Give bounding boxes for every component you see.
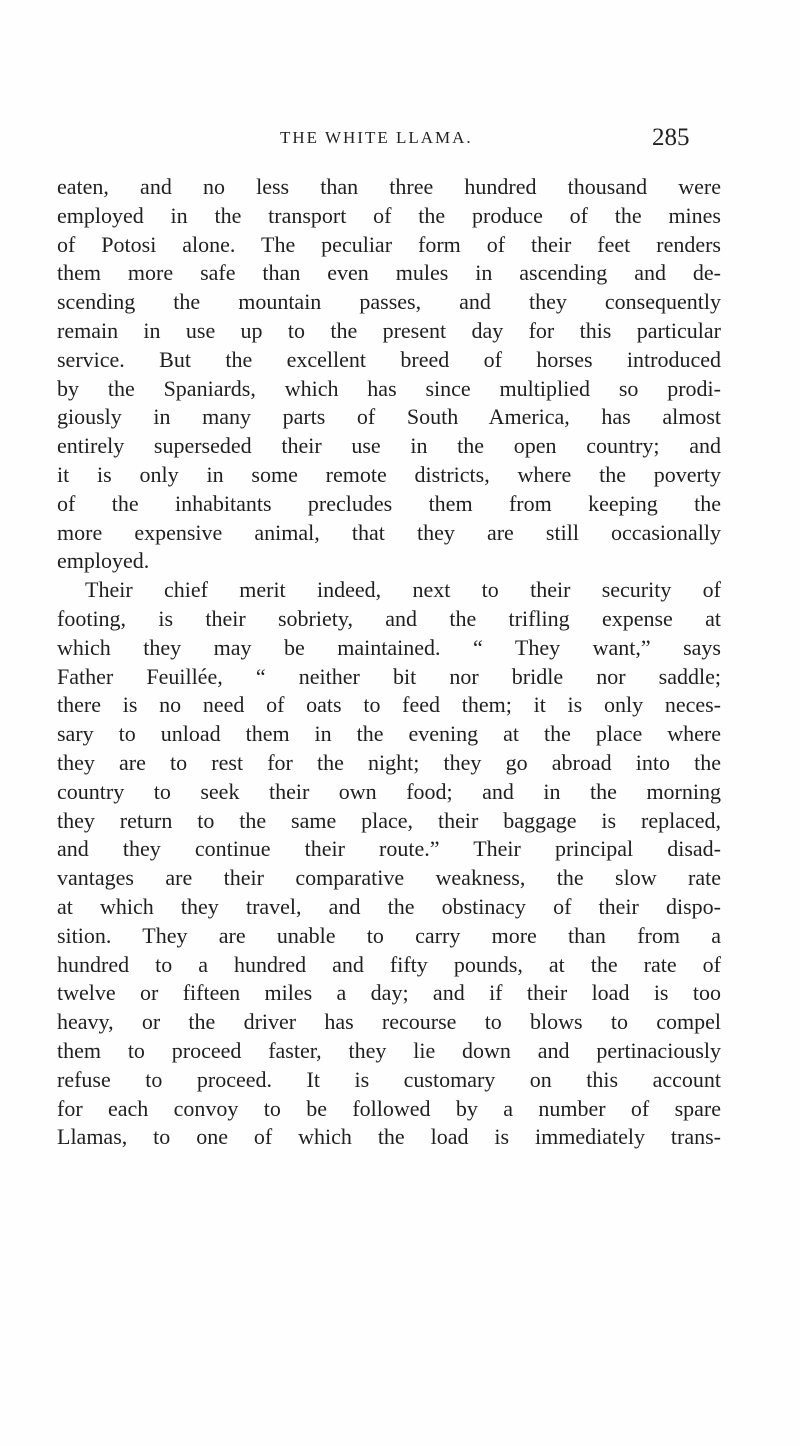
text-line: twelve or fifteen miles a day; and if their load is too bbox=[57, 980, 721, 1006]
text-line: service. But the excellent breed of horses introduced bbox=[57, 346, 721, 372]
text-line: at which they travel, and the obstinacy of their dispo- bbox=[57, 893, 721, 919]
text-line: giously in many parts of South America, has almost bbox=[57, 404, 721, 430]
text-line: refuse to proceed. It is customary on this account bbox=[57, 1066, 721, 1092]
paragraph-start-line: Their chief merit indeed, next to their security of bbox=[85, 577, 721, 603]
text-line: sary to unload them in the evening at the place where bbox=[57, 721, 721, 747]
text-line: and they continue their route.” Their principal disad- bbox=[57, 836, 721, 862]
paragraph-end-line: employed. bbox=[57, 548, 150, 574]
text-line: they return to the same place, their baggage is replaced, bbox=[57, 807, 721, 833]
text-line: they are to rest for the night; they go abroad into the bbox=[57, 749, 721, 775]
text-line: sition. They are unable to carry more than from a bbox=[57, 922, 721, 948]
text-line: for each convoy to be followed by a number of spare bbox=[57, 1095, 721, 1121]
text-line: eaten, and no less than three hundred thousand were bbox=[57, 174, 721, 199]
text-line: them more safe than even mules in ascending and de- bbox=[57, 260, 721, 286]
text-line: heavy, or the driver has recourse to blows to compel bbox=[57, 1009, 721, 1035]
text-line: of Potosi alone. The peculiar form of their feet renders bbox=[57, 231, 721, 257]
text-line: by the Spaniards, which has since multiplied so prodi- bbox=[57, 375, 721, 401]
text-line: Father Feuillée, “ neither bit nor bridle nor saddle; bbox=[57, 663, 721, 689]
body-text bbox=[57, 173, 721, 1152]
text-line: it is only in some remote districts, where the poverty bbox=[57, 461, 721, 487]
text-line: employed in the transport of the produce of the mines bbox=[57, 202, 721, 228]
text-line: of the inhabitants precludes them from keeping the bbox=[57, 490, 721, 516]
text-line: Llamas, to one of which the load is immediately trans- bbox=[57, 1124, 721, 1150]
text-line: footing, is their sobriety, and the trifling expense at bbox=[57, 605, 721, 631]
text-line: remain in use up to the present day for this particular bbox=[57, 317, 721, 343]
text-line: entirely superseded their use in the open country; and bbox=[57, 433, 721, 459]
text-line: which they may be maintained. “ They want,” says bbox=[57, 634, 721, 660]
text-line: there is no need of oats to feed them; it is only neces- bbox=[57, 692, 721, 718]
text-line: hundred to a hundred and fifty pounds, at the rate of bbox=[57, 951, 721, 977]
text-line: more expensive animal, that they are still occasionally bbox=[57, 519, 721, 545]
text-line: scending the mountain passes, and they consequently bbox=[57, 289, 721, 315]
running-title: THE WHITE LLAMA. bbox=[280, 128, 473, 147]
text-line: country to seek their own food; and in the morning bbox=[57, 778, 721, 804]
text-line: vantages are their comparative weakness, the slow rate bbox=[57, 865, 721, 891]
text-line: them to proceed faster, they lie down and pertinaciously bbox=[57, 1037, 721, 1063]
page-number: 285 bbox=[652, 124, 690, 151]
